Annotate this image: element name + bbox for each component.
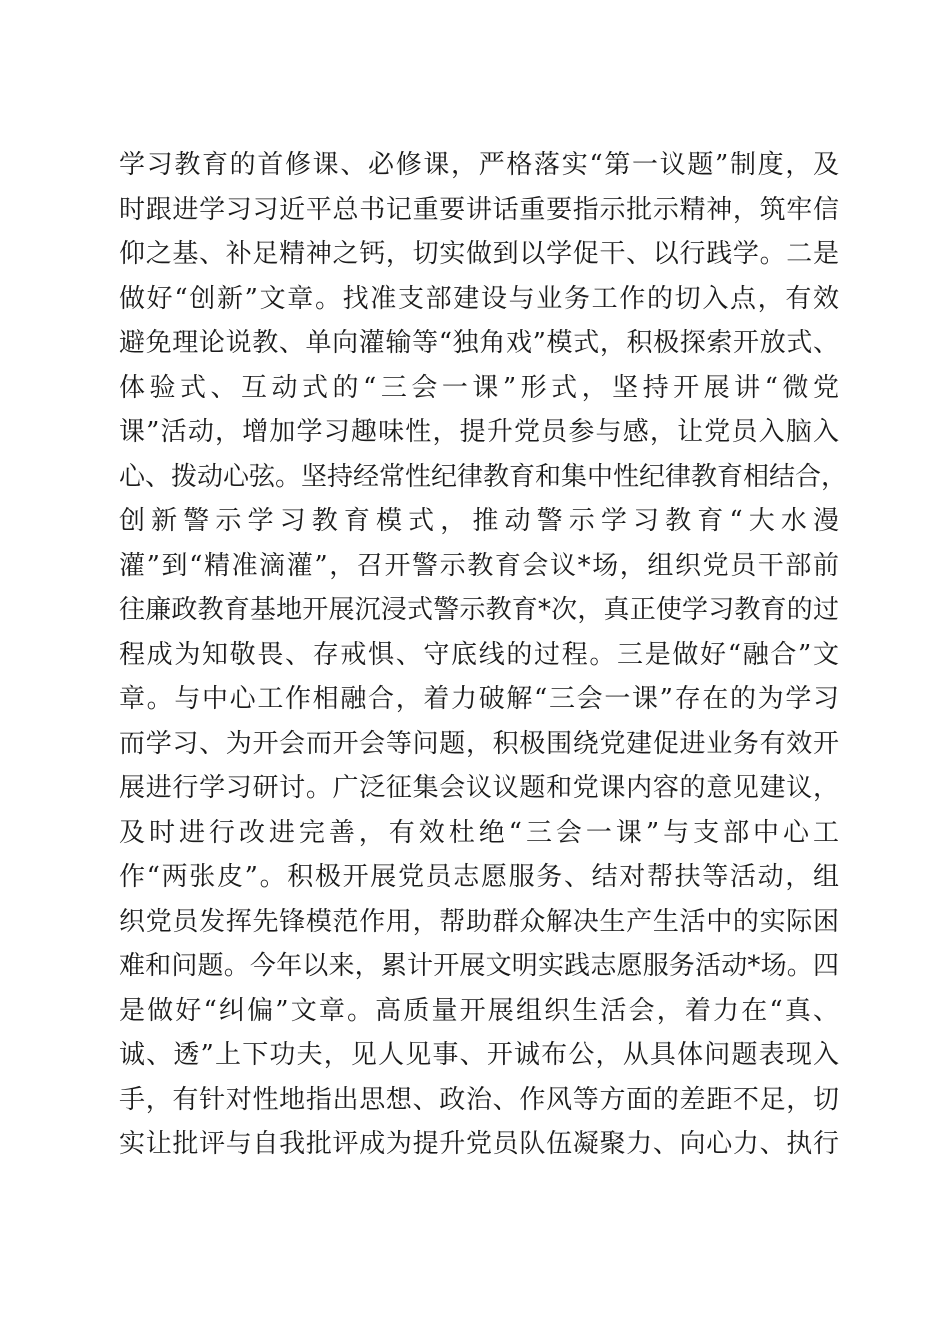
text-line: 而学习、为开会而开会等问题，积极围绕党建促进业务有效开 bbox=[119, 728, 839, 759]
text-line: 仰之基、补足精神之钙，切实做到以学促干、以行践学。二是 bbox=[119, 239, 839, 269]
text-line: 体验式、互动式的“三会一课”形式，坚持开展讲“微党 bbox=[119, 372, 839, 403]
text-line: 心、拨动心弦。坚持经常性纪律教育和集中性纪律教育相结合， bbox=[119, 461, 848, 492]
text-line: 作“两张皮”。积极开展党员志愿服务、结对帮扶等活动，组 bbox=[119, 862, 839, 892]
text-line: 课”活动，增加学习趣味性，提升党员参与感，让党员入脑入 bbox=[119, 417, 839, 447]
body-paragraph bbox=[119, 143, 848, 1167]
text-line: 避免理论说教、单向灌输等“独角戏”模式，积极探索开放式、 bbox=[119, 328, 839, 358]
text-line: 章。与中心工作相融合，着力破解“三会一课”存在的为学习 bbox=[119, 684, 839, 714]
text-line: 时跟进学习习近平总书记重要讲话重要指示批示精神，筑牢信 bbox=[119, 194, 839, 225]
text-line: 诚、透”上下功夫，见人见事、开诚布公，从具体问题表现入 bbox=[119, 1040, 839, 1070]
text-line: 创新警示学习教育模式，推动警示学习教育“大水漫 bbox=[119, 506, 839, 536]
text-line: 是做好“纠偏”文章。高质量开展组织生活会，着力在“真、 bbox=[119, 995, 839, 1026]
text-line: 做好“创新”文章。找准支部建设与业务工作的切入点，有效 bbox=[119, 283, 839, 314]
text-line: 学习教育的首修课、必修课，严格落实“第一议题”制度，及 bbox=[119, 150, 839, 180]
text-line: 实让批评与自我批评成为提升党员队伍凝聚力、向心力、执行 bbox=[119, 1129, 839, 1159]
text-line: 往廉政教育基地开展沉浸式警示教育*次，真正使学习教育的过 bbox=[119, 595, 839, 625]
text-line: 手，有针对性地指出思想、政治、作风等方面的差距不足，切 bbox=[119, 1084, 839, 1115]
text-line: 及时进行改进完善，有效杜绝“三会一课”与支部中心工 bbox=[119, 817, 839, 848]
text-line: 展进行学习研讨。广泛征集会议议题和党课内容的意见建议， bbox=[119, 773, 839, 803]
text-line: 灌”到“精准滴灌”，召开警示教育会议*场，组织党员干部前 bbox=[119, 550, 839, 581]
text-line: 程成为知敬畏、存戒惧、守底线的过程。三是做好“融合”文 bbox=[119, 639, 839, 670]
text-line: 难和问题。今年以来，累计开展文明实践志愿服务活动*场。四 bbox=[119, 951, 839, 981]
text-line: 织党员发挥先锋模范作用，帮助群众解决生产生活中的实际困 bbox=[119, 906, 839, 937]
